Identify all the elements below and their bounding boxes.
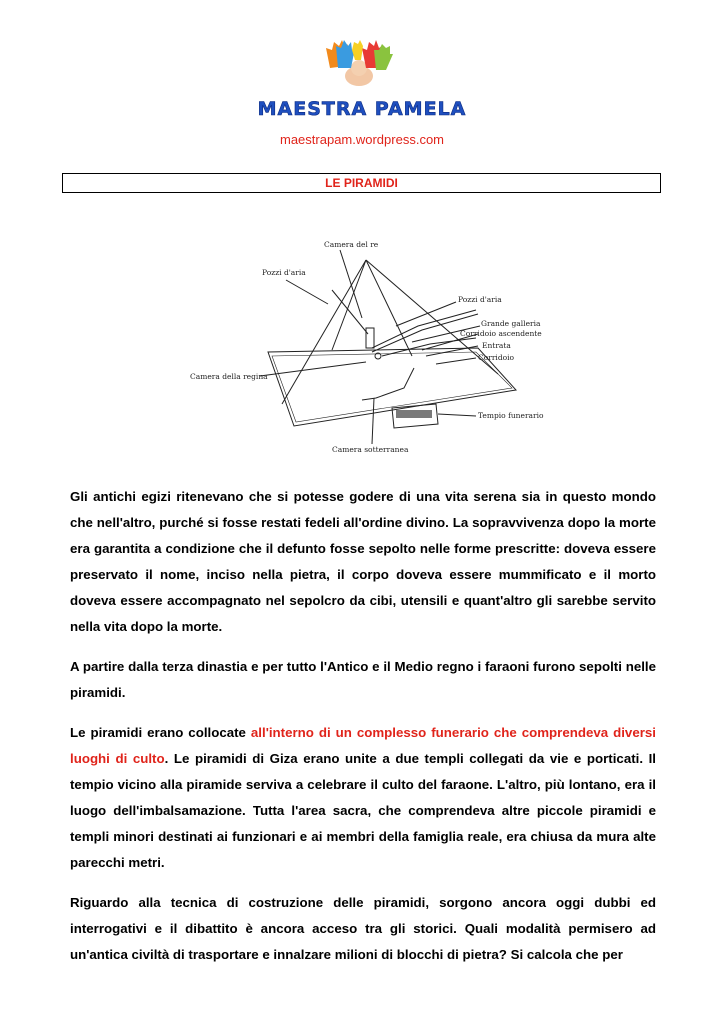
colorful-hands-icon — [324, 38, 394, 88]
paragraph-1: Gli antichi egizi ritenevano che si potesse godere di una vita serena sia in questo mondo che nell'altro, purché si fosse restati fedeli all'ordine divino. La sopravvivenza dopo la morte era garantita a condizione che il defunto fosse sepolto nelle forme prescritte: doveva essere preservato il nome, inciso nella pietra, il corpo doveva essere mummificato e il morto doveva essere accompagnato nel sepolcro da cibi, utensili e quant'altro gli sarebbe servito nella vita dopo la morte. — [70, 489, 656, 634]
brand-title: MAESTRA PAMELA — [257, 98, 467, 120]
site-url[interactable]: maestrapam.wordpress.com — [280, 132, 444, 147]
page-title: LE PIRAMIDI — [62, 173, 661, 193]
paragraph-4: Riguardo alla tecnica di costruzione delle piramidi, sorgono ancora oggi dubbi ed interrogativi e il dibattito è ancora acceso tra gli storici. Quali modalità permisero ad un'antica civiltà di trasportare e innalzare milioni di blocchi di pietra? Si calcola che per — [70, 895, 656, 962]
paragraph-3-highlight: all'interno di un complesso funerario che comprendeva diversi luoghi di culto — [70, 725, 656, 766]
label-entrata: Entrata — [482, 341, 511, 350]
label-corridoio: Corridoio — [478, 353, 515, 362]
paragraph-3-end: . Le piramidi di Giza erano unite a due templi collegati da vie e porticati. Il tempio vicino alla piramide serviva a celebrare il culto del faraone. L'altro, più lontano, era il luogo dell'imbalsamazione. Tutta l'area sacra, che comprendeva altre piccole piramidi e templi minori destinati ai funzionari e ai membri della famiglia reale, era chiusa da mura alte parecchi metri. — [70, 751, 656, 870]
label-grande-galleria: Grande galleria — [481, 319, 541, 328]
pyramid-diagram — [186, 238, 544, 458]
label-tempio-funerario: Tempio funerario — [478, 411, 544, 420]
label-camera-della-regina: Camera della regina — [190, 372, 268, 381]
article-body — [70, 484, 656, 982]
label-pozzi-aria-right: Pozzi d'aria — [458, 295, 502, 304]
label-camera-del-re: Camera del re — [324, 240, 379, 249]
paragraph-2: A partire dalla terza dinastia e per tutto l'Antico e il Medio regno i faraoni furono sepolti nelle piramidi. — [70, 659, 656, 700]
paragraph-3-start: Le piramidi erano collocate — [70, 725, 251, 740]
label-corridoio-ascendente: Corridoio ascendente — [460, 329, 542, 338]
label-camera-sotterranea: Camera sotterranea — [332, 445, 409, 454]
label-pozzi-aria-left: Pozzi d'aria — [262, 268, 306, 277]
paragraph-3 — [70, 720, 656, 876]
